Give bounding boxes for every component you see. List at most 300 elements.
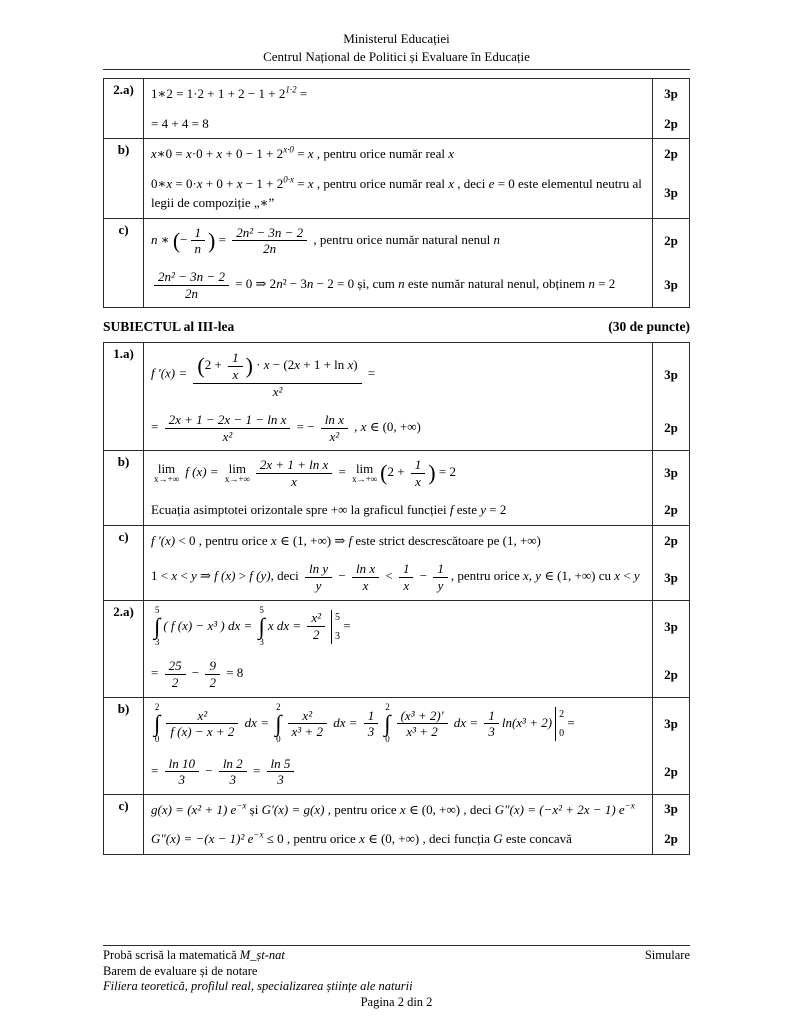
row-blocks bbox=[144, 526, 689, 600]
header-rule bbox=[103, 69, 690, 70]
answer-block bbox=[144, 451, 689, 495]
limit-text: lim bbox=[157, 460, 176, 476]
answer-block bbox=[144, 698, 689, 750]
plain-text: + 0 − 1 + 2 bbox=[222, 146, 284, 162]
math-text: 2 bbox=[209, 675, 216, 691]
numerator bbox=[288, 708, 327, 725]
answer-content bbox=[144, 169, 652, 218]
math-text: x bbox=[216, 146, 223, 162]
math-text: ( f (x) − x³ ) dx = bbox=[163, 617, 256, 633]
row-label: b) bbox=[104, 139, 144, 218]
denominator bbox=[433, 578, 448, 594]
math-text: n bbox=[276, 276, 283, 292]
points-cell: 2p bbox=[652, 219, 689, 263]
denominator bbox=[165, 429, 291, 445]
fraction bbox=[165, 756, 199, 788]
math-text: 1 bbox=[232, 350, 239, 366]
row-label: b) bbox=[104, 451, 144, 525]
section-points: (30 de puncte) bbox=[608, 319, 690, 335]
math-text: x bbox=[307, 175, 314, 191]
plain-text: ≤ 0 , pentru orice bbox=[263, 831, 360, 847]
math-text: x bbox=[359, 831, 365, 847]
points-cell: 3p bbox=[652, 698, 689, 750]
row-blocks bbox=[144, 451, 689, 525]
answer-line bbox=[151, 606, 645, 648]
math-text: 2x + 1 + ln x bbox=[259, 457, 329, 473]
integral-lower: 0 bbox=[276, 734, 281, 745]
math-text: x bbox=[171, 568, 178, 584]
math-text: 2n bbox=[263, 241, 277, 257]
math-text: x³ + 2 bbox=[291, 724, 323, 740]
math-text: x² bbox=[311, 610, 322, 626]
plain-text: , deci bbox=[454, 175, 489, 191]
math-text: n bbox=[588, 276, 595, 292]
session-label: Simulare bbox=[644, 948, 690, 962]
center-title: Centrul Național de Politici și Evaluare în Educație bbox=[263, 49, 530, 65]
integral-upper: 2 bbox=[154, 701, 160, 712]
plain-text: este bbox=[453, 502, 481, 518]
integral-symbol: ∫ bbox=[258, 614, 265, 640]
fraction bbox=[228, 350, 243, 382]
answer-block bbox=[144, 652, 689, 696]
math-text: x bbox=[263, 357, 270, 373]
answer-content bbox=[144, 406, 652, 450]
math-text: x dx = bbox=[267, 617, 305, 633]
math-text: n bbox=[306, 276, 314, 292]
footer-rule bbox=[103, 945, 690, 946]
superscript: 0·x bbox=[283, 174, 294, 185]
math-text: x² bbox=[197, 707, 208, 723]
denominator bbox=[321, 429, 348, 445]
superscript: 1·2 bbox=[285, 85, 297, 96]
answer-line bbox=[151, 703, 645, 745]
math-text: 9 bbox=[209, 658, 216, 674]
points-cell: 2p bbox=[652, 109, 689, 139]
math-text: G′(x) = g(x) bbox=[261, 801, 325, 817]
table-row bbox=[104, 526, 689, 601]
numerator bbox=[352, 561, 379, 578]
row-blocks bbox=[144, 601, 689, 697]
math-text: 2 bbox=[312, 627, 320, 643]
math-text: 1 bbox=[437, 561, 444, 577]
plain-text: = 2 bbox=[486, 502, 507, 518]
math-text: 2 bbox=[171, 675, 179, 691]
integral bbox=[259, 606, 265, 648]
answer-content bbox=[144, 526, 652, 556]
plain-text: 2 + bbox=[204, 357, 226, 373]
math-text: ln 5 bbox=[270, 755, 291, 771]
plain-text: = bbox=[151, 419, 162, 435]
barem-label: Barem de evaluare și de notare bbox=[103, 963, 258, 978]
math-text: 3 bbox=[277, 772, 284, 788]
plain-text: 2 + bbox=[387, 464, 408, 480]
numerator bbox=[364, 708, 379, 725]
plain-text: − (2 bbox=[269, 357, 295, 373]
answers-table-subject2 bbox=[103, 78, 690, 308]
row-blocks bbox=[144, 795, 689, 854]
math-text: dx = bbox=[241, 714, 273, 730]
math-text: x bbox=[307, 146, 314, 162]
integral-upper: 2 bbox=[385, 701, 390, 712]
answer-line bbox=[151, 657, 645, 691]
integral-symbol: ∫ bbox=[154, 711, 161, 737]
math-text: ln 2 bbox=[222, 755, 243, 771]
plain-text: − 2 = 0 și, cum bbox=[313, 276, 399, 292]
math-text: 25 bbox=[168, 658, 182, 674]
points-cell: 2p bbox=[652, 139, 689, 169]
integral-upper: 2 bbox=[276, 701, 281, 712]
numerator bbox=[397, 708, 448, 725]
answer-content bbox=[144, 495, 652, 525]
row-label: b) bbox=[104, 698, 144, 794]
numerator bbox=[154, 269, 229, 286]
table-row bbox=[104, 343, 689, 451]
plain-text: > bbox=[235, 568, 250, 584]
limit-text: lim bbox=[355, 460, 374, 476]
math-text: x bbox=[196, 175, 203, 191]
answer-content bbox=[144, 451, 652, 495]
plain-text: și bbox=[246, 801, 262, 817]
numerator bbox=[399, 561, 414, 578]
fraction bbox=[364, 708, 379, 740]
answer-block bbox=[144, 219, 689, 263]
math-text: x bbox=[166, 175, 173, 191]
plain-text: Ecuația asimptotei orizontale spre +∞ la graficul funcției bbox=[151, 502, 450, 518]
plain-text: < bbox=[620, 568, 634, 584]
limit-subscript: x→+∞ bbox=[352, 474, 378, 485]
math-text: dx = bbox=[329, 714, 361, 730]
plain-text: este strict descrescătoare pe (1, +∞) bbox=[352, 532, 541, 548]
answer-block bbox=[144, 406, 689, 450]
doc-header bbox=[103, 30, 690, 66]
points-cell: 3p bbox=[652, 169, 689, 218]
math-text: 2n bbox=[184, 285, 198, 301]
math-text: n bbox=[151, 231, 158, 247]
plain-text: ·0 + bbox=[191, 146, 217, 162]
denominator bbox=[191, 241, 206, 257]
points-cell: 2p bbox=[652, 406, 689, 450]
plain-text: · bbox=[252, 357, 264, 373]
answer-content bbox=[144, 795, 652, 825]
plain-text: este număr natural nenul, obținem bbox=[404, 276, 589, 292]
denominator bbox=[484, 724, 499, 740]
answer-line bbox=[151, 144, 645, 164]
fraction bbox=[399, 561, 414, 593]
math-text: f ′(x) bbox=[151, 532, 176, 548]
plain-text: = bbox=[564, 714, 575, 730]
footer-row-1 bbox=[103, 948, 690, 964]
plain-text: = bbox=[293, 146, 308, 162]
points-cell: 3p bbox=[652, 343, 689, 406]
points-cell: 2p bbox=[652, 526, 689, 556]
integral bbox=[275, 703, 281, 745]
math-text: ln y bbox=[309, 561, 329, 577]
numerator bbox=[191, 225, 206, 242]
integral-upper: 5 bbox=[259, 604, 264, 615]
answer-block bbox=[144, 750, 689, 794]
math-text: G″(x) = (−x² + 2x − 1) e bbox=[494, 801, 625, 817]
fraction bbox=[267, 756, 295, 788]
plain-text: − bbox=[335, 568, 349, 584]
big-paren: ( bbox=[380, 460, 388, 486]
math-text: x² bbox=[222, 428, 233, 444]
integral-lower: 0 bbox=[385, 734, 390, 745]
answer-line bbox=[151, 268, 645, 302]
plain-text: = − bbox=[293, 419, 318, 435]
plain-text: = bbox=[151, 665, 162, 681]
plain-text: + 0 + bbox=[202, 175, 237, 191]
plain-text: 1∗2 = 1·2 + 1 + 2 − 1 + 2 bbox=[151, 86, 286, 102]
numerator bbox=[256, 457, 332, 474]
denominator bbox=[165, 675, 186, 691]
plain-text: = bbox=[151, 762, 162, 778]
plain-text: , pentru orice număr real bbox=[313, 146, 449, 162]
exam-type-line bbox=[103, 948, 285, 964]
answer-line bbox=[151, 411, 645, 445]
plain-text: + 1 + ln bbox=[299, 357, 348, 373]
fraction bbox=[205, 658, 220, 690]
row-blocks bbox=[144, 79, 689, 138]
math-text: f bbox=[348, 532, 353, 548]
answers-table-subject3 bbox=[103, 342, 690, 854]
math-text: x bbox=[185, 146, 192, 162]
plain-text: = bbox=[364, 365, 376, 381]
points-cell: 3p bbox=[652, 79, 689, 109]
math-text: e bbox=[488, 175, 495, 191]
math-text: G″(x) = −(x − 1)² e bbox=[151, 831, 254, 847]
points-cell: 2p bbox=[652, 652, 689, 696]
fraction bbox=[305, 561, 332, 593]
denominator bbox=[305, 578, 332, 594]
row-label: c) bbox=[104, 526, 144, 600]
answer-content bbox=[144, 824, 652, 854]
denominator bbox=[364, 724, 379, 740]
answer-block bbox=[144, 601, 689, 653]
plain-text: = 0 este elementul neutru al legii de compoziție „∗” bbox=[151, 175, 642, 211]
plain-text: = 0· bbox=[172, 175, 197, 191]
numerator bbox=[193, 349, 361, 384]
points-cell: 3p bbox=[652, 263, 689, 307]
plain-text: este concavă bbox=[502, 831, 572, 847]
plain-text: < bbox=[177, 568, 191, 584]
fraction bbox=[411, 457, 426, 489]
plain-text: ∈ (1, +∞) cu bbox=[541, 568, 615, 584]
fraction bbox=[484, 708, 499, 740]
evaluation-bar bbox=[555, 707, 564, 741]
answer-content bbox=[144, 79, 652, 109]
fraction bbox=[154, 269, 229, 301]
math-text: x bbox=[232, 366, 239, 382]
denominator bbox=[307, 627, 325, 643]
plain-text: = bbox=[335, 464, 350, 480]
fraction bbox=[165, 412, 291, 444]
fraction bbox=[232, 225, 307, 257]
answer-block bbox=[144, 526, 689, 556]
math-text: x³ + 2 bbox=[406, 724, 438, 740]
fraction bbox=[165, 658, 186, 690]
math-text: 1 bbox=[488, 707, 495, 723]
math-text: x bbox=[448, 175, 454, 191]
denominator bbox=[228, 367, 243, 383]
plain-text: 1 < bbox=[151, 568, 172, 584]
answer-content bbox=[144, 555, 652, 599]
fraction bbox=[166, 708, 238, 740]
answer-line bbox=[151, 174, 645, 213]
answer-line bbox=[151, 84, 645, 104]
plain-text: = 0 ⇒ 2 bbox=[231, 276, 277, 292]
math-text: f (x) bbox=[214, 568, 236, 584]
math-text: ln(x³ + 2) bbox=[501, 714, 553, 730]
section-title: SUBIECTUL al III-lea bbox=[103, 319, 235, 335]
fraction bbox=[397, 708, 448, 740]
points-cell: 3p bbox=[652, 795, 689, 825]
math-text: x bbox=[403, 578, 410, 593]
math-text: ln x bbox=[355, 561, 376, 577]
math-text: (x³ + 2)′ bbox=[400, 707, 444, 723]
numerator bbox=[165, 658, 186, 675]
numerator bbox=[219, 756, 247, 773]
plain-text: = bbox=[293, 175, 308, 191]
points-cell: 3p bbox=[652, 555, 689, 599]
integral-lower: 3 bbox=[154, 637, 160, 648]
limit bbox=[225, 462, 250, 485]
math-text: x bbox=[291, 473, 297, 489]
answer-block bbox=[144, 495, 689, 525]
points-cell: 3p bbox=[652, 601, 689, 653]
math-text: g(x) = (x² + 1) e bbox=[151, 801, 237, 817]
fraction bbox=[288, 708, 327, 740]
numerator bbox=[166, 708, 238, 725]
plain-text: = 4 + 4 = 8 bbox=[151, 115, 209, 131]
answer-block bbox=[144, 139, 689, 169]
plain-text: , pentru orice număr natural nenul bbox=[310, 231, 494, 247]
plain-text: − bbox=[416, 568, 431, 584]
plain-text: , deci bbox=[270, 568, 302, 584]
plain-text: = bbox=[296, 86, 308, 102]
answer-block bbox=[144, 343, 689, 406]
denominator bbox=[352, 578, 379, 594]
integral-upper: 5 bbox=[154, 604, 160, 615]
row-label: 2.a) bbox=[104, 601, 144, 697]
math-text: y bbox=[315, 578, 322, 593]
answer-content bbox=[144, 263, 652, 307]
plain-text: ∈ (0, +∞) , deci funcția bbox=[364, 831, 494, 847]
math-text: x bbox=[448, 146, 454, 162]
answer-block bbox=[144, 555, 689, 599]
plain-text: = bbox=[215, 231, 230, 247]
math-text: 1 bbox=[414, 457, 422, 473]
math-text: f bbox=[449, 502, 454, 518]
big-paren: ( bbox=[197, 353, 205, 379]
answer-content bbox=[144, 601, 652, 653]
answer-block bbox=[144, 169, 689, 218]
numerator bbox=[484, 708, 499, 725]
integral-symbol: ∫ bbox=[275, 711, 282, 737]
math-text: f (x) = bbox=[182, 464, 222, 480]
integral-lower: 0 bbox=[154, 734, 160, 745]
plain-text: < 0 , pentru orice bbox=[175, 532, 271, 548]
superscript: −x bbox=[236, 800, 247, 811]
table-row bbox=[104, 219, 689, 307]
plain-text: ∗0 = bbox=[156, 146, 186, 162]
math-text: 3 bbox=[178, 772, 186, 788]
answer-content bbox=[144, 139, 652, 169]
exam-code: M_șt-nat bbox=[239, 948, 285, 962]
math-text: f ′(x) = bbox=[151, 365, 191, 381]
limit bbox=[154, 462, 179, 485]
superscript: −x bbox=[253, 829, 264, 840]
plain-text: = bbox=[249, 762, 264, 778]
math-text: x bbox=[270, 532, 277, 548]
math-text: x, y bbox=[523, 568, 542, 584]
plain-text: ∗ bbox=[157, 231, 173, 247]
answer-line bbox=[151, 531, 645, 551]
plain-text: − bbox=[201, 762, 216, 778]
plain-text: = 2 bbox=[435, 464, 456, 480]
plain-text: − bbox=[188, 665, 203, 681]
plain-text: , pentru orice număr real bbox=[313, 175, 449, 191]
big-paren: ) bbox=[208, 228, 216, 254]
answer-line bbox=[151, 829, 645, 849]
answer-line bbox=[151, 755, 645, 789]
math-text: x bbox=[362, 578, 369, 593]
math-text: 2n² − 3n − 2 bbox=[236, 224, 304, 240]
eval-lower: 3 bbox=[335, 630, 341, 642]
denominator bbox=[411, 474, 426, 490]
limit bbox=[352, 462, 377, 485]
answer-line bbox=[151, 224, 645, 258]
row-label: c) bbox=[104, 219, 144, 307]
integral-symbol: ∫ bbox=[384, 711, 391, 737]
plain-text: ∈ (0, +∞) bbox=[366, 419, 421, 435]
plain-text: − bbox=[180, 231, 188, 247]
math-text: ln x bbox=[324, 412, 344, 428]
math-text: x² bbox=[329, 428, 340, 444]
fraction bbox=[307, 610, 325, 642]
math-text: x bbox=[360, 419, 367, 435]
answer-block bbox=[144, 79, 689, 109]
table-row bbox=[104, 79, 689, 139]
points-cell: 2p bbox=[652, 750, 689, 794]
integral-lower: 3 bbox=[259, 637, 264, 648]
row-label: c) bbox=[104, 795, 144, 854]
exam-type-text: Probă scrisă la matematică bbox=[103, 948, 240, 962]
integral-symbol: ∫ bbox=[154, 614, 161, 640]
answer-line bbox=[151, 800, 645, 820]
math-text: G bbox=[493, 831, 503, 847]
answer-line bbox=[151, 500, 645, 520]
integral bbox=[154, 703, 160, 745]
answer-block bbox=[144, 263, 689, 307]
numerator bbox=[267, 756, 295, 773]
answer-line bbox=[151, 348, 645, 401]
fraction bbox=[193, 349, 361, 400]
math-text: f (x) − x + 2 bbox=[170, 724, 235, 740]
answer-content bbox=[144, 343, 652, 406]
math-text: x bbox=[236, 175, 243, 191]
plain-text: ² − 3 bbox=[282, 276, 307, 292]
big-paren: ) bbox=[428, 460, 436, 486]
math-text: y bbox=[633, 568, 640, 584]
limit-subscript: x→+∞ bbox=[224, 474, 250, 485]
denominator bbox=[397, 724, 448, 740]
row-blocks bbox=[144, 698, 689, 794]
superscript: x·0 bbox=[283, 145, 294, 156]
math-text: ln 10 bbox=[168, 755, 195, 771]
math-text: dx = bbox=[450, 714, 482, 730]
fraction bbox=[191, 225, 206, 257]
math-text: n bbox=[398, 276, 405, 292]
